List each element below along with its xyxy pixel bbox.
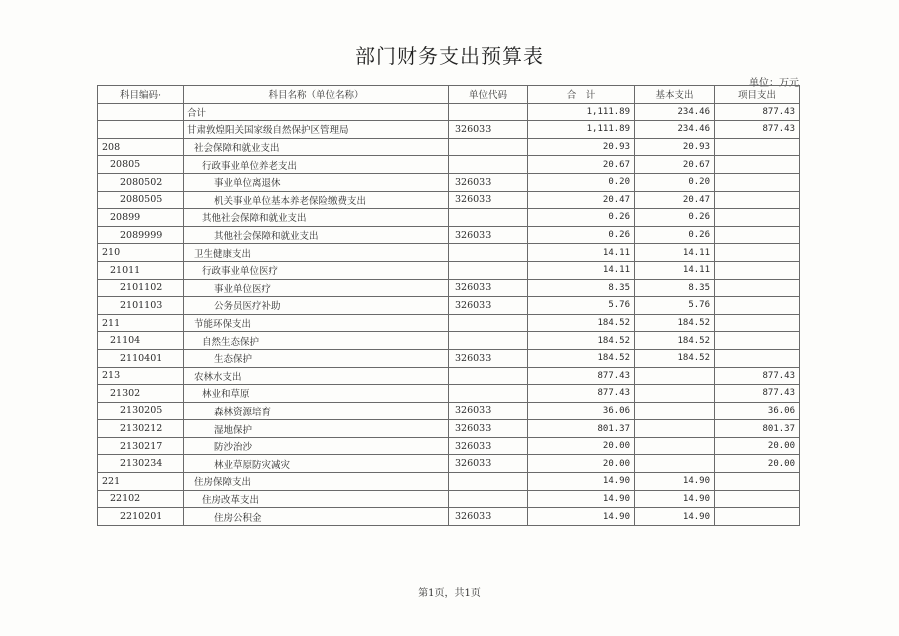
row-name: 住房公积金 <box>184 508 449 526</box>
row-code: 2130212 <box>98 420 184 438</box>
row-name: 行政事业单位医疗 <box>184 261 449 279</box>
row-unit-code: 326033 <box>449 349 528 367</box>
row-basic <box>635 420 715 438</box>
row-basic: 0.26 <box>635 209 715 227</box>
row-project <box>715 279 800 297</box>
table-row <box>98 244 800 262</box>
row-code: 2130217 <box>98 437 184 455</box>
row-basic: 234.46 <box>635 121 715 139</box>
row-basic: 184.52 <box>635 332 715 350</box>
row-unit-code: 326033 <box>449 121 528 139</box>
row-unit-code <box>449 156 528 174</box>
row-unit-code <box>449 314 528 332</box>
row-project <box>715 191 800 209</box>
row-total: 1,111.89 <box>528 103 635 121</box>
row-name: 社会保障和就业支出 <box>184 138 449 156</box>
row-project <box>715 297 800 315</box>
row-name: 防沙治沙 <box>184 437 449 455</box>
row-unit-code <box>449 209 528 227</box>
row-code: 22102 <box>98 490 184 508</box>
row-project <box>715 314 800 332</box>
table-row <box>98 385 800 403</box>
row-code: 2130205 <box>98 402 184 420</box>
row-name: 生态保护 <box>184 349 449 367</box>
table-row <box>98 173 800 191</box>
row-basic: 20.93 <box>635 138 715 156</box>
row-project <box>715 226 800 244</box>
row-code: 208 <box>98 138 184 156</box>
header-name: 科目名称（单位名称） <box>184 86 449 104</box>
table-row <box>98 191 800 209</box>
row-basic: 14.11 <box>635 261 715 279</box>
row-unit-code: 326033 <box>449 420 528 438</box>
row-total: 0.20 <box>528 173 635 191</box>
table-row <box>98 332 800 350</box>
row-name: 农林水支出 <box>184 367 449 385</box>
table-row <box>98 121 800 139</box>
row-total: 14.11 <box>528 244 635 262</box>
table-row <box>98 226 800 244</box>
row-basic <box>635 385 715 403</box>
row-code: 21104 <box>98 332 184 350</box>
row-project: 20.00 <box>715 455 800 473</box>
row-project: 877.43 <box>715 367 800 385</box>
row-basic <box>635 455 715 473</box>
row-code <box>98 103 184 121</box>
row-basic: 20.67 <box>635 156 715 174</box>
row-name: 公务员医疗补助 <box>184 297 449 315</box>
table-row <box>98 402 800 420</box>
header-project: 项目支出 <box>715 86 800 104</box>
row-basic: 184.52 <box>635 349 715 367</box>
row-total: 5.76 <box>528 297 635 315</box>
row-project: 877.43 <box>715 103 800 121</box>
table-row <box>98 297 800 315</box>
row-project <box>715 473 800 491</box>
row-name: 湿地保护 <box>184 420 449 438</box>
row-unit-code <box>449 261 528 279</box>
row-project: 801.37 <box>715 420 800 438</box>
row-total: 877.43 <box>528 385 635 403</box>
row-code: 2101102 <box>98 279 184 297</box>
row-unit-code: 326033 <box>449 297 528 315</box>
table-row <box>98 261 800 279</box>
row-name: 林业草原防灾减灾 <box>184 455 449 473</box>
row-total: 20.00 <box>528 455 635 473</box>
row-project <box>715 490 800 508</box>
row-unit-code <box>449 138 528 156</box>
row-total: 20.00 <box>528 437 635 455</box>
row-project: 877.43 <box>715 121 800 139</box>
row-total: 36.06 <box>528 402 635 420</box>
unit-label: 单位：万元 <box>749 78 799 89</box>
table-row <box>98 156 800 174</box>
table-row <box>98 367 800 385</box>
row-unit-code <box>449 332 528 350</box>
row-unit-code: 326033 <box>449 279 528 297</box>
row-name: 其他社会保障和就业支出 <box>184 209 449 227</box>
header-code: 科目编码· <box>98 86 184 104</box>
row-unit-code: 326033 <box>449 455 528 473</box>
row-basic: 14.90 <box>635 490 715 508</box>
row-name: 卫生健康支出 <box>184 244 449 262</box>
row-name: 住房改革支出 <box>184 490 449 508</box>
row-basic: 14.90 <box>635 473 715 491</box>
row-basic <box>635 367 715 385</box>
table-header-row <box>98 86 800 104</box>
table-row <box>98 314 800 332</box>
table-row <box>98 279 800 297</box>
row-code: 2080505 <box>98 191 184 209</box>
row-project <box>715 156 800 174</box>
row-total: 20.93 <box>528 138 635 156</box>
row-total: 20.67 <box>528 156 635 174</box>
row-total: 14.11 <box>528 261 635 279</box>
table-row <box>98 420 800 438</box>
row-basic <box>635 437 715 455</box>
row-total: 184.52 <box>528 314 635 332</box>
row-basic: 8.35 <box>635 279 715 297</box>
page-footer: 第1页，共1页 <box>418 588 481 599</box>
row-name: 事业单位离退休 <box>184 173 449 191</box>
row-name: 机关事业单位基本养老保险缴费支出 <box>184 191 449 209</box>
row-project <box>715 261 800 279</box>
row-project <box>715 138 800 156</box>
row-total: 877.43 <box>528 367 635 385</box>
row-name: 节能环保支出 <box>184 314 449 332</box>
table-row <box>98 209 800 227</box>
row-basic: 14.11 <box>635 244 715 262</box>
row-project: 877.43 <box>715 385 800 403</box>
row-basic: 5.76 <box>635 297 715 315</box>
table-row <box>98 455 800 473</box>
row-total: 8.35 <box>528 279 635 297</box>
row-name: 森林资源培育 <box>184 402 449 420</box>
table-row <box>98 508 800 526</box>
row-total: 0.26 <box>528 209 635 227</box>
row-basic: 0.20 <box>635 173 715 191</box>
page-title: 部门财务支出预算表 <box>355 44 544 68</box>
row-project: 36.06 <box>715 402 800 420</box>
row-code: 2089999 <box>98 226 184 244</box>
row-unit-code <box>449 385 528 403</box>
row-project <box>715 349 800 367</box>
row-code: 210 <box>98 244 184 262</box>
row-unit-code: 326033 <box>449 191 528 209</box>
row-basic: 184.52 <box>635 314 715 332</box>
row-basic: 0.26 <box>635 226 715 244</box>
row-project: 20.00 <box>715 437 800 455</box>
row-total: 184.52 <box>528 332 635 350</box>
row-unit-code <box>449 473 528 491</box>
row-code: 211 <box>98 314 184 332</box>
row-total: 184.52 <box>528 349 635 367</box>
row-code <box>98 121 184 139</box>
row-unit-code <box>449 367 528 385</box>
row-basic: 20.47 <box>635 191 715 209</box>
row-code: 2110401 <box>98 349 184 367</box>
row-total: 14.90 <box>528 508 635 526</box>
row-unit-code: 326033 <box>449 173 528 191</box>
row-code: 2130234 <box>98 455 184 473</box>
row-code: 21011 <box>98 261 184 279</box>
header-total: 合 计 <box>528 86 635 104</box>
table-row <box>98 138 800 156</box>
row-name: 事业单位医疗 <box>184 279 449 297</box>
row-project <box>715 332 800 350</box>
row-name: 自然生态保护 <box>184 332 449 350</box>
row-unit-code: 326033 <box>449 402 528 420</box>
row-code: 2210201 <box>98 508 184 526</box>
row-name: 合计 <box>184 103 449 121</box>
table-row <box>98 349 800 367</box>
row-code: 221 <box>98 473 184 491</box>
table-row <box>98 103 800 121</box>
header-unit-code: 单位代码 <box>449 86 528 104</box>
row-code: 213 <box>98 367 184 385</box>
row-code: 20805 <box>98 156 184 174</box>
row-project <box>715 244 800 262</box>
row-name: 住房保障支出 <box>184 473 449 491</box>
row-unit-code <box>449 244 528 262</box>
row-basic: 14.90 <box>635 508 715 526</box>
row-code: 20899 <box>98 209 184 227</box>
row-total: 801.37 <box>528 420 635 438</box>
header-basic: 基本支出 <box>635 86 715 104</box>
row-basic: 234.46 <box>635 103 715 121</box>
row-project <box>715 508 800 526</box>
row-total: 14.90 <box>528 473 635 491</box>
table-row <box>98 490 800 508</box>
row-basic <box>635 402 715 420</box>
row-total: 14.90 <box>528 490 635 508</box>
table-body <box>98 103 800 525</box>
row-code: 21302 <box>98 385 184 403</box>
row-project <box>715 173 800 191</box>
row-name: 其他社会保障和就业支出 <box>184 226 449 244</box>
row-unit-code <box>449 103 528 121</box>
row-unit-code: 326033 <box>449 437 528 455</box>
row-unit-code: 326033 <box>449 226 528 244</box>
table-row <box>98 437 800 455</box>
row-name: 行政事业单位养老支出 <box>184 156 449 174</box>
row-total: 20.47 <box>528 191 635 209</box>
row-total: 1,111.89 <box>528 121 635 139</box>
row-project <box>715 209 800 227</box>
budget-table <box>97 85 800 526</box>
row-code: 2101103 <box>98 297 184 315</box>
table-row <box>98 473 800 491</box>
row-unit-code <box>449 490 528 508</box>
row-code: 2080502 <box>98 173 184 191</box>
row-unit-code: 326033 <box>449 508 528 526</box>
row-name: 林业和草原 <box>184 385 449 403</box>
row-name: 甘肃敦煌阳关国家级自然保护区管理局 <box>184 121 449 139</box>
row-total: 0.26 <box>528 226 635 244</box>
